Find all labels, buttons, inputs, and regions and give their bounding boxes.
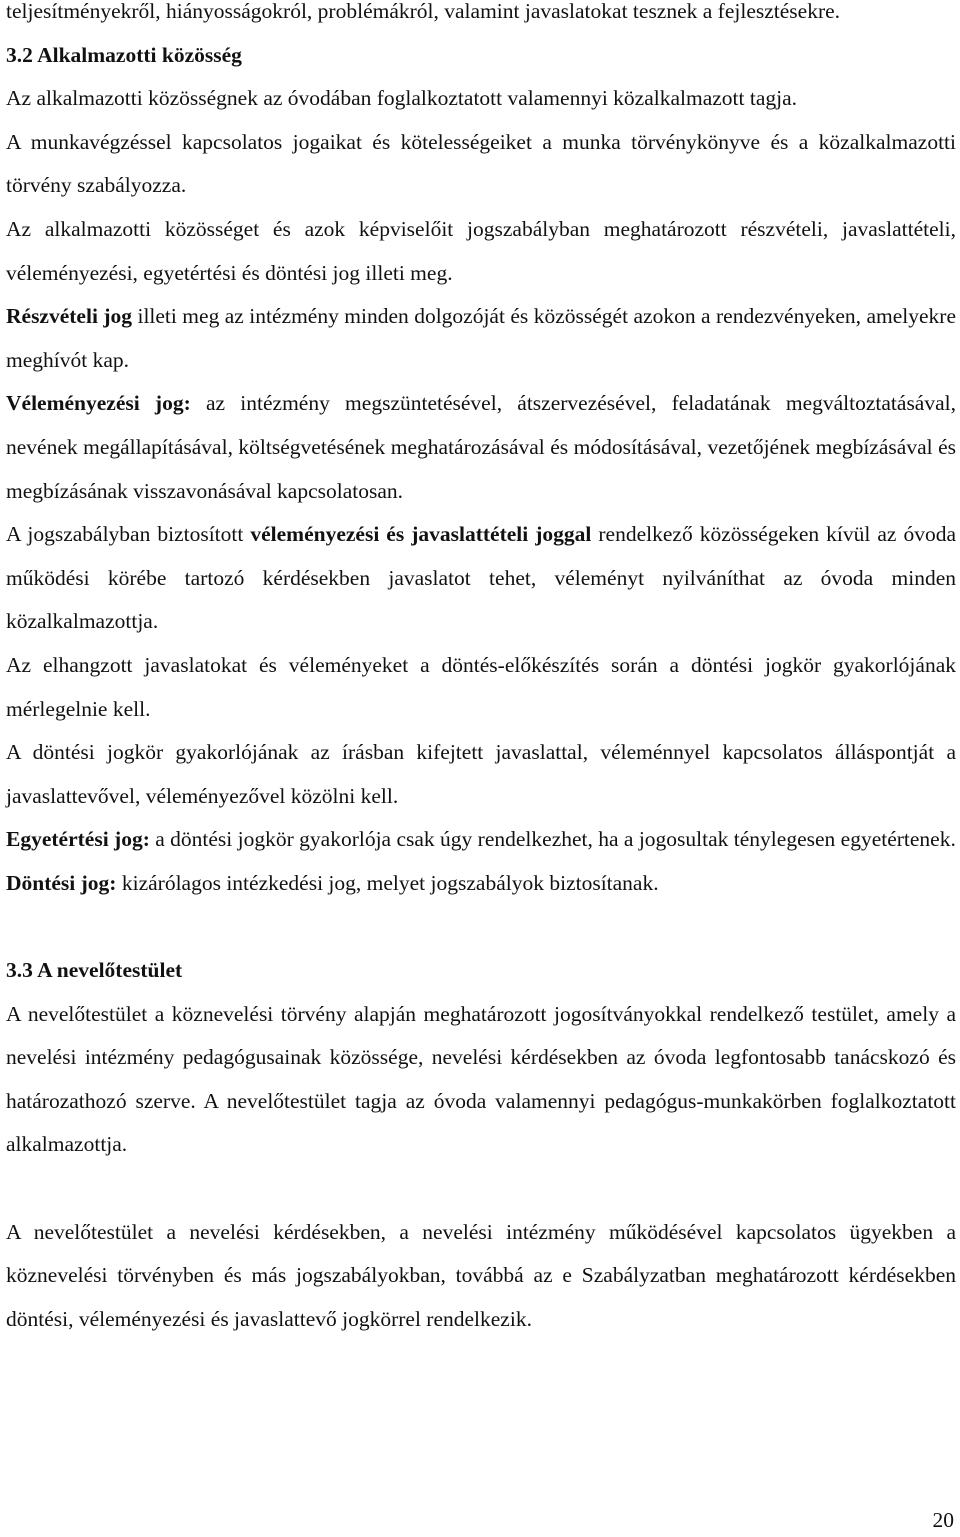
term-proposal-right: véleményezési és javaslattételi joggal bbox=[250, 522, 592, 547]
paragraph-proposal-right bbox=[6, 513, 956, 644]
paragraph-decision-right bbox=[6, 862, 956, 906]
page-number: 20 bbox=[932, 1508, 954, 1532]
term-opinion-right: Véleményezési jog: bbox=[6, 391, 191, 416]
consent-right-text: a döntési jogkör gyakorlója csak úgy rendelkezhet, ha a jogosultak ténylegesen egyetértenek. bbox=[149, 827, 956, 852]
paragraph-board-powers: A nevelőtestület a nevelési kérdésekben, a nevelési intézmény működésével kapcsolatos ügyekben a köznevelési törvényben és más jogszabályokban, továbbá az e Szabályzatban meghatározott kérdésekben döntési, véleményezési és javaslattevő jogkörrel rendelkezik. bbox=[6, 1219, 956, 1331]
opinion-right-text: az intézmény megszüntetésével, átszervezésével, feladatának megváltoztatásával, nevének megállapításával, költségvetésének meghatározásával és módosításával, vezetőjének megbízásával és megbízásának visszavonásával kapcsolatosan. bbox=[6, 391, 956, 503]
proposal-right-pre: A jogszabályban biztosított bbox=[6, 522, 251, 547]
paragraph-regulation: A munkavégzéssel kapcsolatos jogaikat és kötelességeiket a munka törvénykönyve és a közalkalmazotti törvény szabályozza. bbox=[6, 129, 956, 198]
paragraph-board-definition: A nevelőtestület a köznevelési törvény alapján meghatározott jogosítványokkal rendelkező testület, amely a nevelési intézmény pedagógusainak közössége, nevelési kérdésekben az óvoda legfontosabb tanácskozó és határozathozó szerve. A nevelőtestület tagja az óvoda valamennyi pedagógus-munkakörben foglalkoztatott alkalmazottja. bbox=[6, 1001, 956, 1157]
paragraph-opinion-right bbox=[6, 382, 956, 513]
document-page bbox=[6, 0, 956, 1341]
term-participation-right: Részvételi jog bbox=[6, 304, 133, 329]
term-decision-right: Döntési jog: bbox=[6, 870, 117, 895]
participation-right-text: illeti meg az intézmény minden dolgozóját és közösségét azokon a rendezvényeken, amelyekre meghívót kap. bbox=[6, 304, 956, 372]
decision-right-text: kizárólagos intézkedési jog, melyet jogszabályok biztosítanak. bbox=[116, 870, 659, 895]
paragraph-consent-right bbox=[6, 818, 956, 862]
spacer bbox=[6, 905, 956, 949]
paragraph-rights: Az alkalmazotti közösséget és azok képviselőit jogszabályban meghatározott részvételi, javaslattételi, véleményezési, egyetértési és döntési jog illeti meg. bbox=[6, 216, 956, 285]
paragraph-consideration: Az elhangzott javaslatokat és véleményeket a döntés-előkészítés során a döntési jogkör gyakorlójának mérlegelnie kell. bbox=[6, 652, 956, 721]
paragraph-members: Az alkalmazotti közösségnek az óvodában foglalkoztatott valamennyi közalkalmazott tagja. bbox=[6, 86, 798, 111]
term-consent-right: Egyetértési jog: bbox=[6, 827, 150, 852]
spacer bbox=[6, 1167, 956, 1211]
proposal-right-post: rendelkező közösségeken kívül az óvoda működési körébe tartozó kérdésekben javaslatot tehet, véleményt nyilváníthat az óvoda minden közalkalmazottja. bbox=[6, 522, 956, 634]
section-heading-nevelotestulet: 3.3 A nevelőtestület bbox=[6, 958, 183, 983]
paragraph-participation-right bbox=[6, 295, 956, 382]
paragraph-continuation: teljesítményekről, hiányosságokról, problémákról, valamint javaslatokat tesznek a fejlesztésekre. bbox=[6, 0, 841, 23]
section-heading-alkalmazotti-kozosseg: 3.2 Alkalmazotti közösség bbox=[6, 42, 242, 67]
paragraph-communication: A döntési jogkör gyakorlójának az írásban kifejtett javaslattal, véleménnyel kapcsolatos álláspontját a javaslattevővel, véleményezővel közölni kell. bbox=[6, 740, 956, 808]
